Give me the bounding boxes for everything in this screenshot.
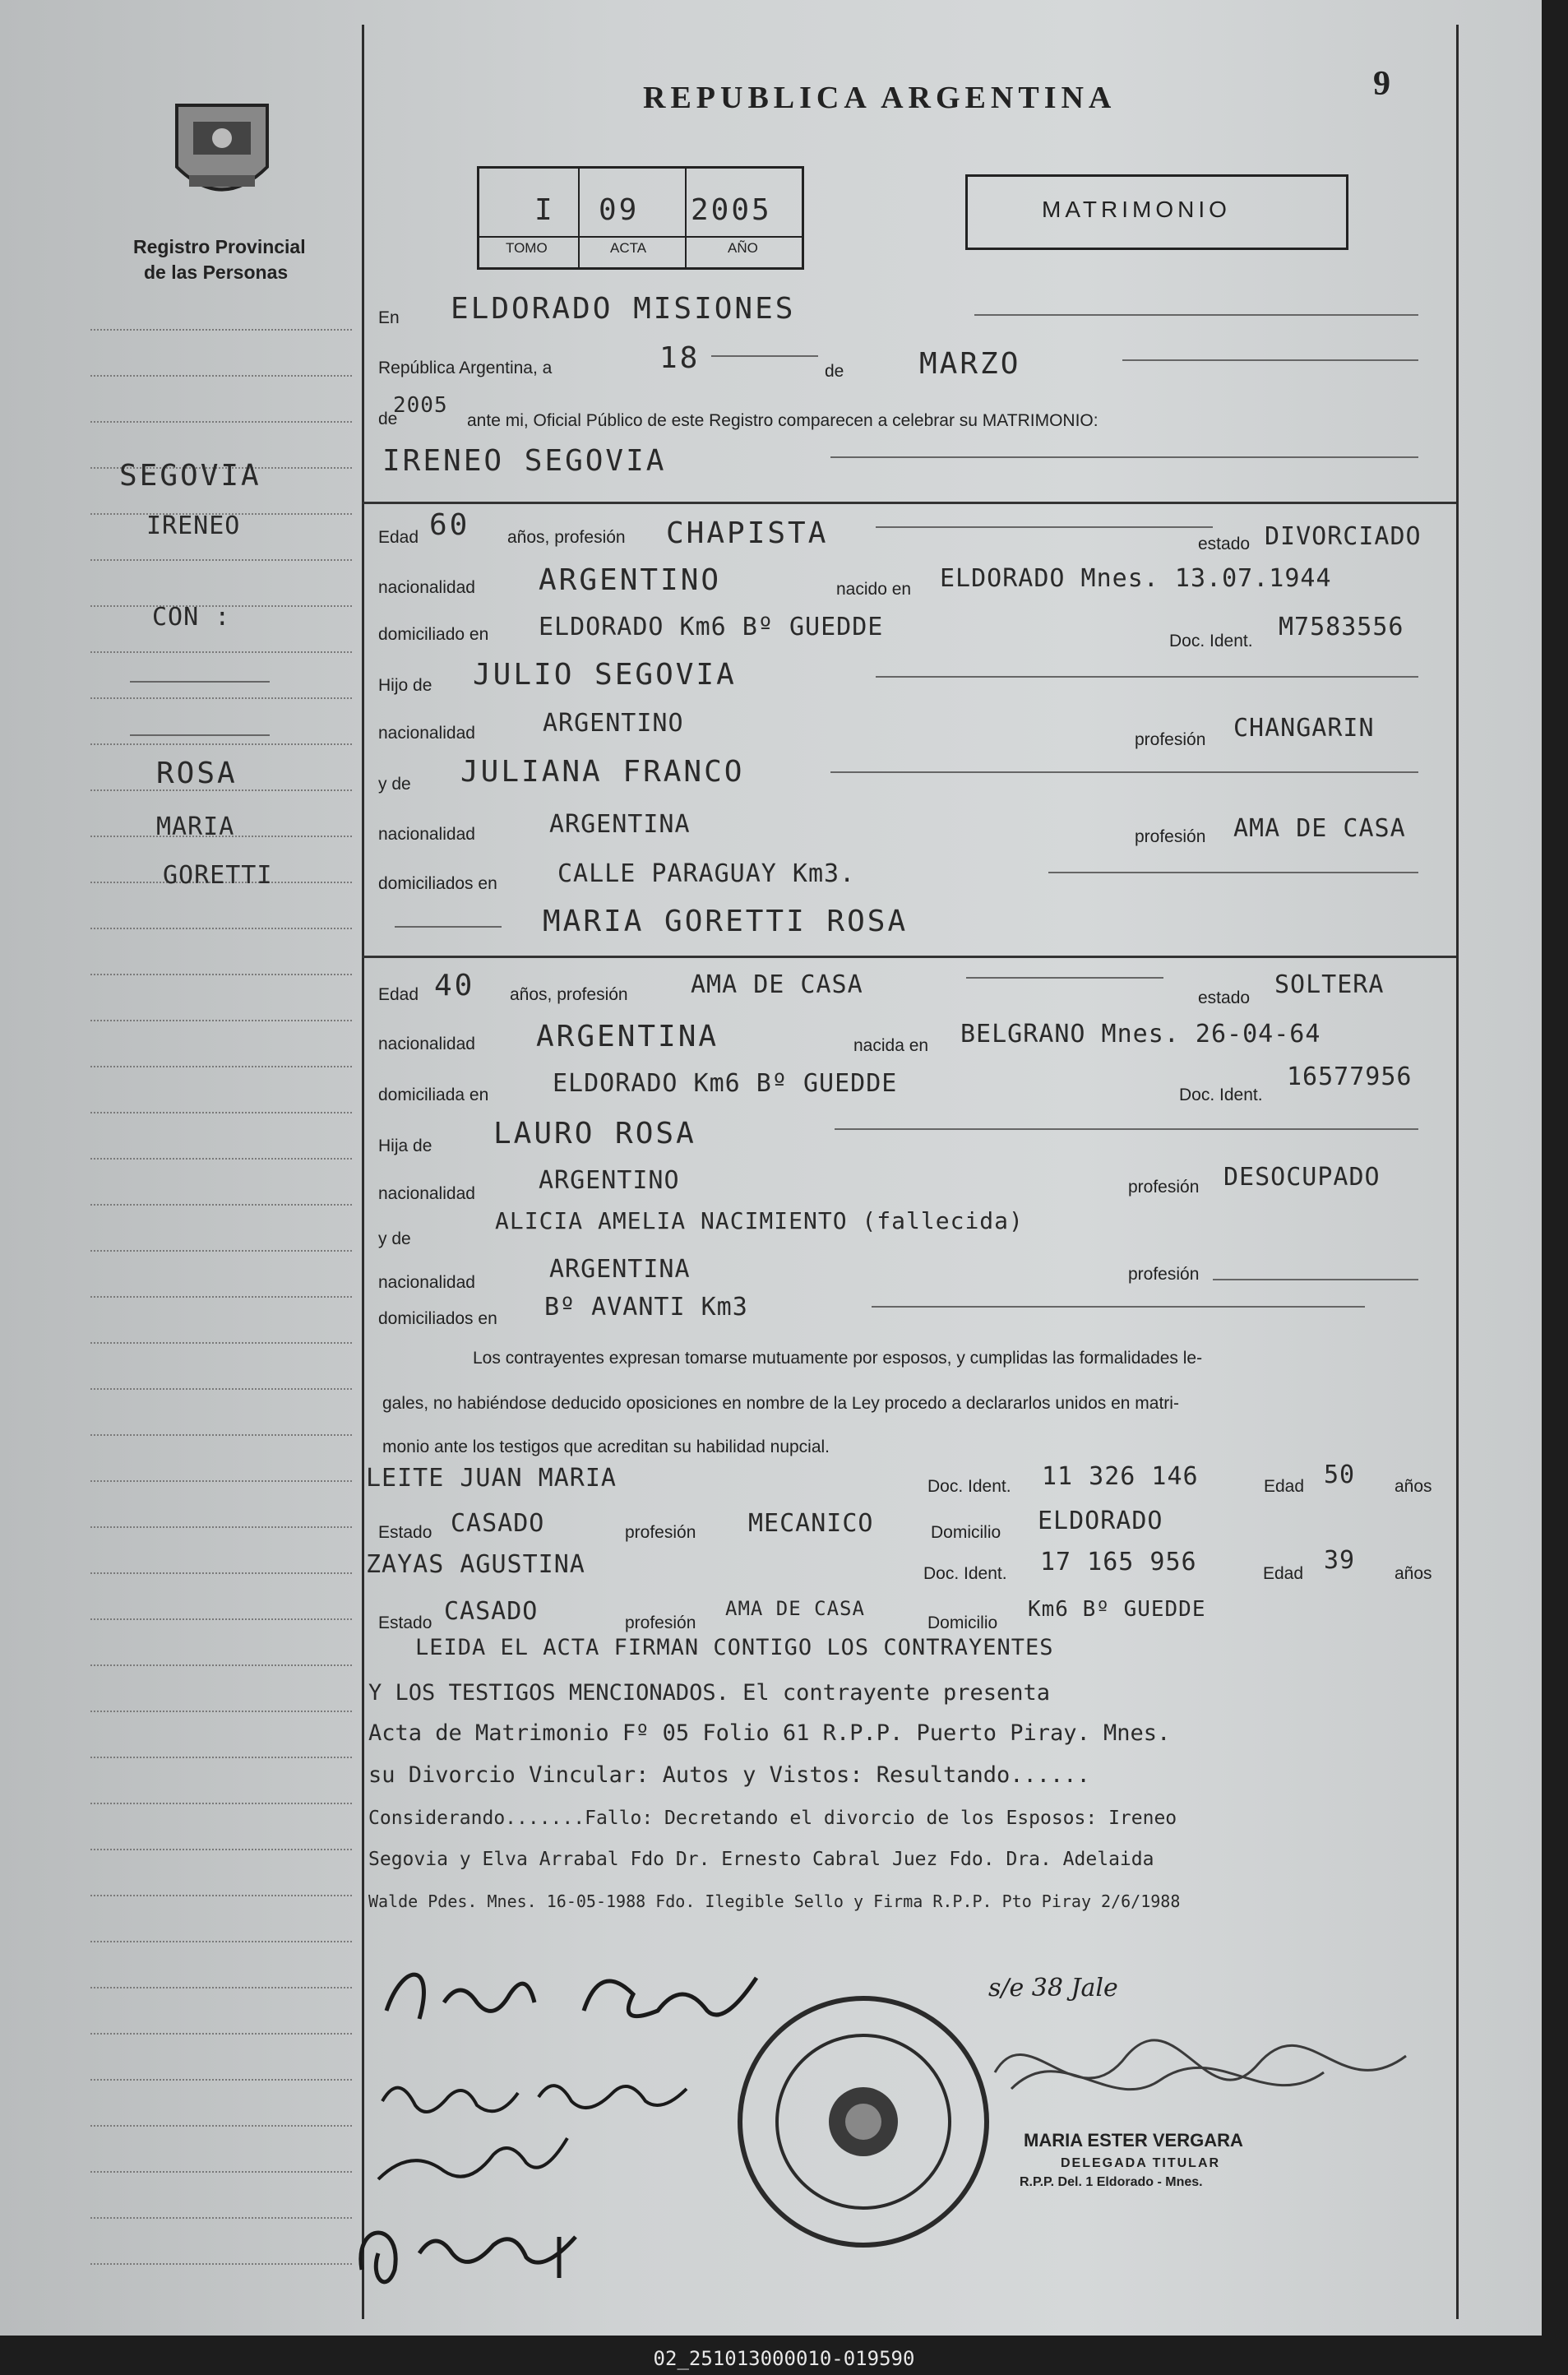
margin-rule-line — [90, 1572, 352, 1574]
margin-groom-name: IRENEO — [146, 512, 241, 540]
witness2-domi-label: Domicilio — [927, 1613, 998, 1632]
acta-value: 09 — [599, 193, 640, 227]
note-line3: Acta de Matrimonio Fº 05 Folio 61 R.P.P. Puerto Piray. Mnes. — [368, 1720, 1171, 1746]
bride-madre-nac: ARGENTINA — [549, 1255, 691, 1284]
registry-seal-icon — [169, 97, 275, 212]
groom-fullname: IRENEO SEGOVIA — [382, 444, 667, 478]
margin-rule-line — [90, 375, 352, 377]
bride-hija-label: Hija de — [378, 1137, 432, 1155]
bride-nacionalidad: ARGENTINA — [536, 1020, 719, 1053]
bride-padre-prof-label: profesión — [1128, 1178, 1200, 1197]
scan-code: 02_251013000010-019590 — [653, 2347, 915, 2370]
groom-madre-prof: AMA DE CASA — [1233, 814, 1406, 843]
margin-rule-line — [90, 2263, 352, 2265]
margin-rule-line — [90, 2217, 352, 2219]
bride-estado-label: estado — [1198, 988, 1251, 1007]
bride-nac-label: nacionalidad — [378, 1035, 475, 1053]
margin-rule-line — [90, 1895, 352, 1896]
groom-padre-nac-label: nacionalidad — [378, 724, 475, 743]
groom-nacido-label: nacido en — [836, 580, 912, 599]
left-margin-rule — [362, 25, 364, 2319]
groom-padre-prof-label: profesión — [1135, 730, 1206, 749]
witness2-doc: 17 165 956 — [1040, 1548, 1197, 1576]
margin-rule-line — [90, 1618, 352, 1620]
margin-rule-line — [90, 1066, 352, 1067]
groom-estado: DIVORCIADO — [1265, 522, 1422, 551]
groom-madre-nac: ARGENTINA — [549, 810, 691, 839]
declaration-line1: Los contrayentes expresan tomarse mutuamente por esposos, y cumplidas las formalidades le- — [473, 1349, 1203, 1368]
witness1-doc-label: Doc. Ident. — [927, 1477, 1011, 1496]
witness2-edad-label: Edad — [1263, 1564, 1304, 1583]
margin-rule-line — [90, 421, 352, 423]
groom-doms-label: domiciliados en — [378, 874, 497, 893]
witness1-estado: CASADO — [451, 1509, 545, 1538]
margin-rule-line — [90, 1711, 352, 1712]
marriage-year: 2005 — [393, 393, 448, 418]
year-prefix: de — [378, 410, 398, 428]
margin-rule-line — [90, 1204, 352, 1206]
margin-rule-line — [90, 2171, 352, 2173]
margin-rule-line — [90, 1526, 352, 1528]
bride-signature — [374, 2064, 752, 2130]
witness1-doc: 11 326 146 — [1042, 1462, 1199, 1491]
groom-nacionalidad: ARGENTINO — [539, 563, 722, 597]
groom-hijo-label: Hijo de — [378, 676, 432, 695]
margin-rule-line — [90, 2125, 352, 2127]
witness1-edad-label: Edad — [1264, 1477, 1305, 1496]
note-line4: su Divorcio Vincular: Autos y Vistos: Resultando...... — [368, 1762, 1090, 1788]
republica-label: República Argentina, a — [378, 359, 553, 377]
bride-madre-nac-label: nacionalidad — [378, 1273, 475, 1292]
bride-fullname: MARIA GORETTI ROSA — [543, 905, 909, 938]
bride-domicilio: ELDORADO Km6 Bº GUEDDE — [553, 1069, 898, 1098]
declaration-line3: monio ante los testigos que acreditan su habilidad nupcial. — [382, 1438, 830, 1456]
margin-rule-line — [90, 1803, 352, 1804]
witness1-domi-label: Domicilio — [931, 1523, 1001, 1542]
bride-profesion: AMA DE CASA — [691, 970, 863, 999]
country-title: REPUBLICA ARGENTINA — [643, 81, 1117, 115]
bride-yde-label: y de — [378, 1229, 411, 1248]
de-label: de — [825, 362, 844, 381]
bride-padre-nac-label: nacionalidad — [378, 1184, 475, 1203]
bride-prof-label: años, profesión — [510, 985, 628, 1004]
acta-label: ACTA — [610, 240, 647, 256]
ano-value: 2005 — [691, 193, 772, 227]
witness2-anos: años — [1395, 1564, 1432, 1583]
margin-rule-line — [90, 928, 352, 929]
bride-edad: 40 — [434, 969, 475, 1002]
margin-rule-line — [90, 1388, 352, 1390]
registry-name-line2: de las Personas — [144, 262, 289, 283]
bride-doms-label: domiciliados en — [378, 1309, 497, 1328]
bride-edad-label: Edad — [378, 985, 419, 1004]
page-number: 9 — [1373, 65, 1390, 103]
marriage-day: 18 — [659, 341, 701, 375]
official-office: R.P.P. Del. 1 Eldorado - Mnes. — [1020, 2175, 1203, 2189]
bride-madre: ALICIA AMELIA NACIMIENTO (fallecida) — [495, 1207, 1024, 1234]
doc-type: MATRIMONIO — [1042, 197, 1231, 222]
witness2-edad: 39 — [1324, 1546, 1356, 1575]
margin-bride-surname: ROSA — [156, 757, 238, 790]
intro-statement: ante mi, Oficial Público de este Registro comparecen a celebrar su MATRIMONIO: — [467, 411, 1099, 430]
margin-rule-line — [90, 743, 352, 745]
margin-rule-line — [90, 1342, 352, 1344]
groom-edad-label: Edad — [378, 528, 419, 547]
bride-doc-label: Doc. Ident. — [1179, 1086, 1263, 1104]
groom-profesion: CHAPISTA — [666, 516, 829, 550]
groom-yde-label: y de — [378, 775, 411, 794]
note-line2: Y LOS TESTIGOS MENCIONADOS. El contrayente presenta — [368, 1680, 1051, 1706]
margin-bride-name1: MARIA — [156, 812, 235, 841]
margin-rule-line — [90, 1112, 352, 1113]
groom-padres-dom: CALLE PARAGUAY Km3. — [557, 859, 856, 888]
groom-nacido: ELDORADO Mnes. 13.07.1944 — [940, 564, 1332, 593]
margin-rule-line — [90, 1987, 352, 1988]
official-title: DELEGADA TITULAR — [1061, 2156, 1221, 2170]
bride-padres-dom: Bº AVANTI Km3 — [544, 1293, 748, 1322]
bride-doc: 16577956 — [1287, 1062, 1413, 1091]
witness2-domicilio: Km6 Bº GUEDDE — [1028, 1597, 1206, 1622]
bride-dom-label: domiciliada en — [378, 1086, 489, 1104]
margin-rule-line — [90, 1941, 352, 1942]
bride-estado: SOLTERA — [1274, 970, 1385, 999]
groom-doc-label: Doc. Ident. — [1169, 632, 1253, 650]
folio-note: s/e 38 Jale — [988, 1974, 1118, 2002]
witness2-prof-label: profesión — [625, 1613, 696, 1632]
margin-rule-line — [90, 329, 352, 331]
witness1-signature — [370, 2134, 576, 2200]
groom-madre-nac-label: nacionalidad — [378, 825, 475, 844]
witness1-name: LEITE JUAN MARIA — [366, 1464, 617, 1493]
groom-madre-prof-label: profesión — [1135, 827, 1206, 846]
groom-padre-nac: ARGENTINO — [543, 709, 684, 738]
registry-name-line1: Registro Provincial — [133, 236, 306, 257]
groom-nac-label: nacionalidad — [378, 578, 475, 597]
tomo-label: TOMO — [506, 240, 548, 256]
witness1-domicilio: ELDORADO — [1038, 1507, 1163, 1535]
witness2-profesion: AMA DE CASA — [725, 1597, 865, 1620]
margin-rule-line — [90, 1158, 352, 1160]
witness2-signature — [345, 2204, 641, 2294]
tomo-value: I — [534, 193, 555, 227]
witness1-prof-label: profesión — [625, 1523, 696, 1542]
delegate-signature — [978, 2007, 1422, 2130]
margin-rule-line — [90, 2079, 352, 2081]
groom-estado-label: estado — [1198, 535, 1251, 553]
margin-rule-line — [90, 1434, 352, 1436]
note-line7: Walde Pdes. Mnes. 16-05-1988 Fdo. Ilegible Sello y Firma R.P.P. Pto Piray 2/6/1988 — [368, 1891, 1181, 1911]
note-line1: LEIDA EL ACTA FIRMAN CONTIGO LOS CONTRAYENTES — [415, 1635, 1054, 1660]
bride-padre-prof: DESOCUPADO — [1223, 1163, 1381, 1192]
bride-nacida-label: nacida en — [853, 1036, 929, 1055]
groom-domicilio: ELDORADO Km6 Bº GUEDDE — [539, 613, 884, 641]
marriage-place: ELDORADO MISIONES — [451, 292, 796, 326]
official-stamp-icon — [732, 1990, 995, 2253]
groom-edad: 60 — [429, 508, 470, 542]
en-label: En — [378, 308, 400, 327]
bride-padre-nac: ARGENTINO — [539, 1166, 680, 1195]
note-line6: Segovia y Elva Arrabal Fdo Dr. Ernesto Cabral Juez Fdo. Dra. Adelaida — [368, 1849, 1154, 1870]
margin-rule-line — [90, 1849, 352, 1850]
margin-con: CON : — [152, 603, 231, 632]
witness2-estado: CASADO — [444, 1597, 539, 1626]
groom-padre: JULIO SEGOVIA — [473, 658, 737, 692]
marriage-month: MARZO — [919, 347, 1021, 381]
groom-dom-label: domiciliado en — [378, 625, 489, 644]
witness1-profesion: MECANICO — [748, 1509, 874, 1538]
margin-rule-line — [90, 1664, 352, 1666]
bride-nacida: BELGRANO Mnes. 26-04-64 — [960, 1020, 1321, 1049]
margin-rule-line — [90, 1480, 352, 1482]
margin-rule-line — [90, 697, 352, 699]
bride-padre: LAURO ROSA — [493, 1117, 696, 1150]
margin-bride-name2: GORETTI — [163, 861, 273, 890]
witness2-doc-label: Doc. Ident. — [923, 1564, 1007, 1583]
margin-rule-line — [90, 559, 352, 561]
groom-doc: M7583556 — [1279, 613, 1404, 641]
witness1-estado-label: Estado — [378, 1523, 432, 1542]
witness2-name: ZAYAS AGUSTINA — [366, 1550, 585, 1579]
witness2-estado-label: Estado — [378, 1613, 432, 1632]
official-name: MARIA ESTER VERGARA — [1024, 2130, 1243, 2150]
margin-rule-line — [90, 974, 352, 975]
witness1-anos: años — [1395, 1477, 1432, 1496]
declaration-line2: gales, no habiéndose deducido oposiciones en nombre de la Ley procedo a declararlos unidos en matri- — [382, 1394, 1179, 1413]
margin-groom-surname: SEGOVIA — [119, 459, 261, 493]
groom-prof-label: años, profesión — [507, 528, 626, 547]
groom-padre-prof: CHANGARIN — [1233, 714, 1375, 743]
ano-label: AÑO — [728, 240, 758, 256]
margin-rule-line — [90, 1250, 352, 1252]
margin-rule-line — [90, 1757, 352, 1758]
witness1-edad: 50 — [1324, 1461, 1356, 1489]
right-margin-rule — [1456, 25, 1459, 2319]
margin-rule-line — [90, 1020, 352, 1021]
margin-rule-line — [90, 2033, 352, 2035]
margin-rule-line — [90, 651, 352, 653]
margin-rule-line — [90, 1296, 352, 1298]
groom-madre: JULIANA FRANCO — [460, 755, 745, 789]
note-line5: Considerando.......Fallo: Decretando el divorcio de los Esposos: Ireneo — [368, 1808, 1177, 1829]
bride-madre-prof-label: profesión — [1128, 1265, 1200, 1284]
